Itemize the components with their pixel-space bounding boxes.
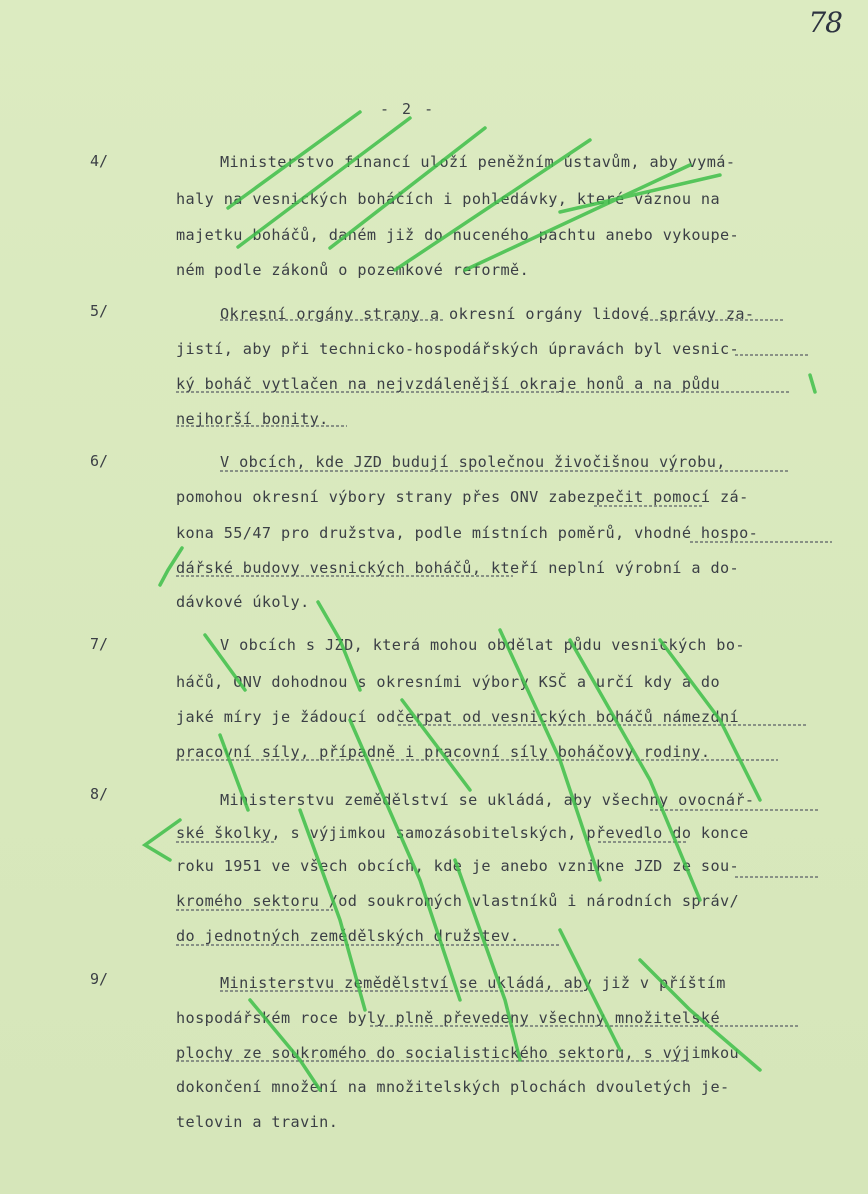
text-line: majetku boháčů, daném již do nuceného pachtu anebo vykoupe-	[176, 226, 740, 244]
paragraph-number: 6/	[90, 452, 109, 470]
text-line: dářské budovy vesnických boháčů, kteří neplní výrobní a do-	[176, 559, 740, 577]
text-line: do jednotných zemědělských družstev.	[176, 927, 520, 945]
text-line: roku 1951 ve všech obcích, kde je anebo vznikne JZD ze sou-	[176, 857, 740, 875]
text-line: hospodářském roce byly plně převedeny všechny množitelské	[176, 1009, 720, 1027]
text-line: jaké míry je žádoucí odčerpat od vesnických boháčů námezdní	[176, 708, 740, 726]
text-line: plochy ze soukromého do socialistického sektoru, s výjimkou	[176, 1044, 740, 1062]
text-line: nejhorší bonity.	[176, 410, 329, 428]
text-line: Ministerstvu zemědělství se ukládá, aby všechny ovocnář-	[220, 791, 755, 809]
text-line: kromého sektoru /od soukromých vlastníků i národních správ/	[176, 892, 740, 910]
text-line: telovin a travin.	[176, 1113, 339, 1131]
text-line: ký boháč vytlačen na nejvzdálenější okraje honů a na půdu	[176, 375, 720, 393]
text-line: ném podle zákonů o pozemkové reformě.	[176, 261, 530, 279]
text-line: Ministerstvo financí uloží peněžním ústavům, aby vymá-	[220, 153, 736, 171]
text-line: V obcích s JZD, která mohou obdělat půdu vesnických bo-	[220, 636, 745, 654]
paragraph-number: 7/	[90, 635, 109, 653]
paragraph-number: 5/	[90, 302, 109, 320]
text-line: Okresní orgány strany a okresní orgány lidové správy za-	[220, 305, 755, 323]
page-number: - 2 -	[380, 100, 436, 118]
text-line: pracovní síly, případně i pracovní síly boháčovy rodiny.	[176, 743, 711, 761]
text-line: jistí, aby při technicko-hospodářských úpravách byl vesnic-	[176, 340, 740, 358]
text-line: dokončení množení na množitelských plochách dvouletých je-	[176, 1078, 730, 1096]
folio-number: 78	[808, 6, 842, 39]
text-line: ské školky, s výjimkou samozásobitelských, převedlo do konce	[176, 824, 749, 842]
text-line: kona 55/47 pro družstva, podle místních poměrů, vhodné hospo-	[176, 524, 759, 542]
text-line: haly na vesnických boháčích i pohledávky, které váznou na	[176, 190, 720, 208]
text-line: Ministerstvu zemědělství se ukládá, aby již v příštím	[220, 974, 726, 992]
paragraph-number: 9/	[90, 970, 109, 988]
text-line: dávkové úkoly.	[176, 593, 310, 611]
text-line: pomohou okresní výbory strany přes ONV zabezpečit pomocí zá-	[176, 488, 749, 506]
paragraph-number: 4/	[90, 152, 109, 170]
text-line: V obcích, kde JZD budují společnou živočišnou výrobu,	[220, 453, 726, 471]
paragraph-number: 8/	[90, 785, 109, 803]
text-line: háčů, ONV dohodnou s okresními výbory KSČ a určí kdy a do	[176, 673, 720, 691]
